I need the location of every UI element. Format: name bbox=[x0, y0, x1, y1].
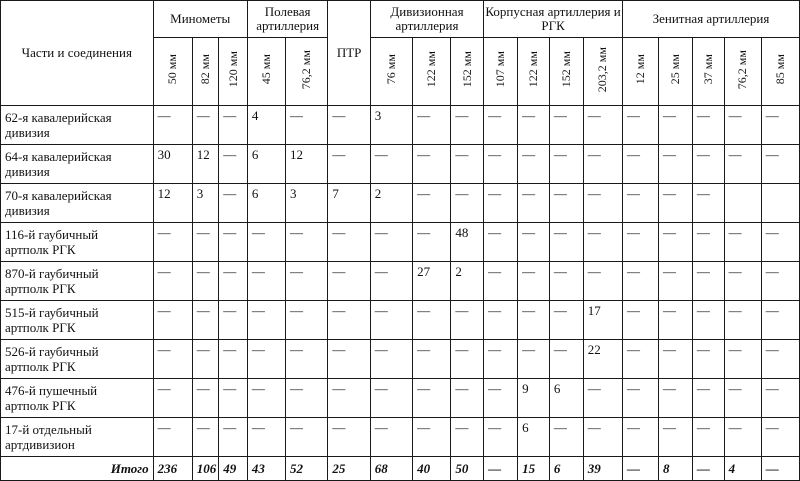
caliber-label: 76 мм bbox=[383, 54, 398, 85]
value-cell: — bbox=[328, 301, 370, 340]
value-cell: — bbox=[692, 379, 724, 418]
value-cell: — bbox=[153, 340, 192, 379]
group-header-divisional-artillery: Дивизионная артиллерия bbox=[370, 1, 483, 38]
value-cell: — bbox=[286, 223, 328, 262]
value-cell: — bbox=[328, 145, 370, 184]
unit-name-cell bbox=[1, 223, 154, 262]
value-cell: — bbox=[413, 379, 451, 418]
caliber-label: 25 мм bbox=[667, 54, 682, 85]
value-cell: — bbox=[219, 262, 248, 301]
value-cell: — bbox=[328, 106, 370, 145]
unit-name-line: артполк РГК bbox=[5, 281, 76, 296]
caliber-label: 85 мм bbox=[772, 54, 787, 85]
value-cell bbox=[724, 184, 761, 223]
value-cell: 4 bbox=[247, 106, 285, 145]
value-cell: — bbox=[219, 301, 248, 340]
value-cell: — bbox=[724, 262, 761, 301]
value-cell: — bbox=[658, 262, 692, 301]
caliber-header bbox=[724, 38, 761, 106]
total-value-cell: 6 bbox=[549, 457, 583, 481]
value-cell: — bbox=[247, 301, 285, 340]
value-cell: — bbox=[413, 418, 451, 457]
value-cell: — bbox=[192, 106, 218, 145]
total-value-cell: — bbox=[692, 457, 724, 481]
value-cell: — bbox=[219, 379, 248, 418]
value-cell: — bbox=[518, 340, 550, 379]
table-row bbox=[1, 301, 800, 340]
unit-name-line: 116-й гаубичный bbox=[5, 227, 99, 242]
value-cell: — bbox=[658, 106, 692, 145]
value-cell: — bbox=[518, 223, 550, 262]
value-cell: 30 bbox=[153, 145, 192, 184]
value-cell: — bbox=[247, 379, 285, 418]
unit-name-line: 64-я кавалерийская bbox=[5, 149, 112, 164]
value-cell: — bbox=[370, 418, 412, 457]
value-cell: — bbox=[247, 262, 285, 301]
table-row bbox=[1, 340, 800, 379]
value-cell: — bbox=[692, 340, 724, 379]
caliber-label: 37 мм bbox=[700, 54, 715, 85]
unit-name-cell bbox=[1, 340, 154, 379]
value-cell bbox=[761, 184, 799, 223]
value-cell: — bbox=[724, 301, 761, 340]
table-row bbox=[1, 262, 800, 301]
value-cell: — bbox=[583, 184, 622, 223]
value-cell: — bbox=[451, 106, 484, 145]
value-cell: 12 bbox=[192, 145, 218, 184]
value-cell: 7 bbox=[328, 184, 370, 223]
caliber-label: 12 мм bbox=[632, 54, 647, 85]
value-cell: — bbox=[484, 379, 518, 418]
value-cell: — bbox=[328, 340, 370, 379]
unit-name-line: 62-я кавалерийская bbox=[5, 110, 112, 125]
value-cell: — bbox=[761, 106, 799, 145]
value-cell: — bbox=[413, 184, 451, 223]
value-cell: — bbox=[247, 418, 285, 457]
value-cell: — bbox=[692, 262, 724, 301]
caliber-header bbox=[413, 38, 451, 106]
value-cell: — bbox=[247, 223, 285, 262]
value-cell: — bbox=[153, 301, 192, 340]
value-cell: — bbox=[761, 340, 799, 379]
unit-name-line: 526-й гаубичный bbox=[5, 344, 99, 359]
value-cell: — bbox=[286, 301, 328, 340]
value-cell: — bbox=[370, 262, 412, 301]
value-cell: 6 bbox=[518, 418, 550, 457]
value-cell: — bbox=[622, 106, 658, 145]
value-cell: — bbox=[692, 301, 724, 340]
value-cell: — bbox=[286, 418, 328, 457]
value-cell: — bbox=[153, 223, 192, 262]
value-cell: — bbox=[692, 106, 724, 145]
value-cell: — bbox=[622, 262, 658, 301]
value-cell: — bbox=[153, 262, 192, 301]
unit-name-line: дивизия bbox=[5, 164, 50, 179]
caliber-header bbox=[518, 38, 550, 106]
value-cell: 12 bbox=[286, 145, 328, 184]
total-value-cell: 49 bbox=[219, 457, 248, 481]
caliber-label: 203,2 мм bbox=[595, 46, 610, 93]
value-cell: — bbox=[692, 184, 724, 223]
caliber-header bbox=[370, 38, 412, 106]
caliber-header bbox=[286, 38, 328, 106]
total-value-cell: 43 bbox=[247, 457, 285, 481]
value-cell: — bbox=[583, 379, 622, 418]
total-value-cell: 50 bbox=[451, 457, 484, 481]
value-cell: — bbox=[658, 301, 692, 340]
value-cell: 6 bbox=[549, 379, 583, 418]
value-cell: — bbox=[370, 301, 412, 340]
value-cell: — bbox=[413, 145, 451, 184]
table-row bbox=[1, 184, 800, 223]
value-cell: — bbox=[413, 106, 451, 145]
caliber-header bbox=[484, 38, 518, 106]
total-value-cell: — bbox=[622, 457, 658, 481]
value-cell: — bbox=[549, 262, 583, 301]
group-header-row bbox=[1, 1, 800, 38]
value-cell: 17 bbox=[583, 301, 622, 340]
value-cell: — bbox=[549, 301, 583, 340]
unit-name-line: артдивизион bbox=[5, 437, 75, 452]
value-cell: — bbox=[622, 301, 658, 340]
value-cell: — bbox=[370, 145, 412, 184]
caliber-label: 152 мм bbox=[459, 51, 474, 88]
value-cell: — bbox=[518, 184, 550, 223]
value-cell: — bbox=[451, 145, 484, 184]
value-cell: 12 bbox=[153, 184, 192, 223]
value-cell: — bbox=[328, 262, 370, 301]
caliber-header bbox=[549, 38, 583, 106]
table-row bbox=[1, 145, 800, 184]
unit-name-line: 515-й гаубичный bbox=[5, 305, 99, 320]
value-cell: — bbox=[549, 340, 583, 379]
value-cell: — bbox=[247, 340, 285, 379]
unit-name-cell bbox=[1, 106, 154, 145]
value-cell: — bbox=[451, 301, 484, 340]
value-cell: — bbox=[583, 106, 622, 145]
total-value-cell: 15 bbox=[518, 457, 550, 481]
value-cell: — bbox=[286, 379, 328, 418]
value-cell: — bbox=[658, 145, 692, 184]
total-value-cell: 25 bbox=[328, 457, 370, 481]
unit-name-cell bbox=[1, 418, 154, 457]
value-cell: — bbox=[153, 379, 192, 418]
value-cell: — bbox=[761, 418, 799, 457]
value-cell: 2 bbox=[451, 262, 484, 301]
value-cell: — bbox=[192, 223, 218, 262]
group-header-ptr: ПТР bbox=[328, 1, 370, 106]
value-cell: — bbox=[761, 145, 799, 184]
value-cell: — bbox=[192, 301, 218, 340]
value-cell: — bbox=[219, 418, 248, 457]
value-cell: — bbox=[724, 418, 761, 457]
value-cell: — bbox=[549, 223, 583, 262]
value-cell: — bbox=[518, 145, 550, 184]
value-cell: — bbox=[658, 223, 692, 262]
value-cell: — bbox=[622, 379, 658, 418]
value-cell: — bbox=[724, 379, 761, 418]
table-row bbox=[1, 379, 800, 418]
value-cell: — bbox=[484, 301, 518, 340]
value-cell: — bbox=[219, 106, 248, 145]
value-cell: — bbox=[583, 418, 622, 457]
value-cell: — bbox=[286, 106, 328, 145]
value-cell: — bbox=[413, 340, 451, 379]
group-header-corps-artillery: Корпусная артиллерия и РГК bbox=[484, 1, 623, 38]
value-cell: — bbox=[192, 379, 218, 418]
value-cell: — bbox=[370, 223, 412, 262]
caliber-label: 107 мм bbox=[493, 51, 508, 88]
value-cell: — bbox=[724, 145, 761, 184]
value-cell: — bbox=[622, 418, 658, 457]
value-cell: — bbox=[153, 418, 192, 457]
value-cell: — bbox=[692, 418, 724, 457]
unit-name-cell bbox=[1, 379, 154, 418]
value-cell: — bbox=[192, 262, 218, 301]
value-cell: — bbox=[658, 418, 692, 457]
value-cell: — bbox=[484, 262, 518, 301]
value-cell: — bbox=[219, 184, 248, 223]
value-cell: — bbox=[370, 379, 412, 418]
unit-name-line: артполк РГК bbox=[5, 242, 76, 257]
value-cell: — bbox=[328, 379, 370, 418]
value-cell: 9 bbox=[518, 379, 550, 418]
value-cell: 48 bbox=[451, 223, 484, 262]
value-cell: — bbox=[583, 223, 622, 262]
value-cell: — bbox=[549, 184, 583, 223]
value-cell: — bbox=[219, 340, 248, 379]
total-value-cell: 106 bbox=[192, 457, 218, 481]
unit-name-cell bbox=[1, 262, 154, 301]
caliber-header bbox=[219, 38, 248, 106]
unit-name-line: дивизия bbox=[5, 125, 50, 140]
unit-name-line: артполк РГК bbox=[5, 320, 76, 335]
unit-name-line: 70-я кавалерийская bbox=[5, 188, 112, 203]
value-cell: — bbox=[658, 340, 692, 379]
value-cell: — bbox=[518, 301, 550, 340]
value-cell: — bbox=[192, 418, 218, 457]
value-cell: — bbox=[413, 301, 451, 340]
value-cell: — bbox=[761, 301, 799, 340]
unit-name-line: артполк РГК bbox=[5, 359, 76, 374]
value-cell: — bbox=[328, 418, 370, 457]
total-value-cell: 39 bbox=[583, 457, 622, 481]
value-cell: — bbox=[724, 340, 761, 379]
value-cell: — bbox=[484, 340, 518, 379]
group-header-aa-artillery: Зенитная артиллерия bbox=[622, 1, 799, 38]
caliber-header bbox=[153, 38, 192, 106]
table-row bbox=[1, 418, 800, 457]
value-cell: — bbox=[724, 106, 761, 145]
caliber-header bbox=[658, 38, 692, 106]
value-cell: — bbox=[761, 223, 799, 262]
value-cell: — bbox=[658, 184, 692, 223]
unit-name-cell bbox=[1, 145, 154, 184]
value-cell: — bbox=[549, 418, 583, 457]
caliber-header bbox=[247, 38, 285, 106]
value-cell: — bbox=[451, 340, 484, 379]
value-cell: — bbox=[518, 262, 550, 301]
value-cell: 6 bbox=[247, 145, 285, 184]
value-cell: 6 bbox=[247, 184, 285, 223]
value-cell: — bbox=[583, 145, 622, 184]
caliber-label: 45 мм bbox=[258, 54, 273, 85]
total-value-cell: — bbox=[761, 457, 799, 481]
value-cell: 3 bbox=[286, 184, 328, 223]
value-cell: — bbox=[370, 340, 412, 379]
value-cell: — bbox=[451, 184, 484, 223]
total-value-cell: 52 bbox=[286, 457, 328, 481]
value-cell: — bbox=[724, 223, 761, 262]
value-cell: 3 bbox=[370, 106, 412, 145]
value-cell: — bbox=[761, 379, 799, 418]
value-cell: — bbox=[286, 262, 328, 301]
value-cell: — bbox=[692, 223, 724, 262]
value-cell: — bbox=[484, 223, 518, 262]
caliber-header bbox=[451, 38, 484, 106]
value-cell: — bbox=[484, 106, 518, 145]
total-value-cell: 40 bbox=[413, 457, 451, 481]
value-cell: — bbox=[286, 340, 328, 379]
caliber-header bbox=[192, 38, 218, 106]
value-cell: — bbox=[484, 418, 518, 457]
caliber-label: 76,2 мм bbox=[735, 49, 750, 90]
caliber-header bbox=[761, 38, 799, 106]
total-value-cell: 4 bbox=[724, 457, 761, 481]
table-row bbox=[1, 106, 800, 145]
value-cell: — bbox=[484, 145, 518, 184]
value-cell: — bbox=[518, 106, 550, 145]
value-cell: 3 bbox=[192, 184, 218, 223]
value-cell: — bbox=[622, 223, 658, 262]
value-cell: — bbox=[622, 184, 658, 223]
value-cell: — bbox=[413, 223, 451, 262]
unit-name-line: 17-й отдельный bbox=[5, 422, 92, 437]
caliber-header bbox=[692, 38, 724, 106]
total-label: Итого bbox=[1, 457, 154, 481]
caliber-header bbox=[583, 38, 622, 106]
total-value-cell: 8 bbox=[658, 457, 692, 481]
caliber-label: 120 мм bbox=[225, 51, 240, 88]
table-row bbox=[1, 223, 800, 262]
caliber-label: 50 мм bbox=[165, 54, 180, 85]
value-cell: — bbox=[219, 145, 248, 184]
caliber-label: 122 мм bbox=[424, 51, 439, 88]
value-cell: — bbox=[192, 340, 218, 379]
value-cell: — bbox=[451, 418, 484, 457]
value-cell: 2 bbox=[370, 184, 412, 223]
value-cell: — bbox=[219, 223, 248, 262]
unit-name-cell bbox=[1, 301, 154, 340]
value-cell: — bbox=[549, 106, 583, 145]
unit-name-line: артполк РГК bbox=[5, 398, 76, 413]
caliber-label: 82 мм bbox=[198, 54, 213, 85]
value-cell: — bbox=[549, 145, 583, 184]
value-cell: — bbox=[583, 262, 622, 301]
value-cell: — bbox=[692, 145, 724, 184]
value-cell: — bbox=[761, 262, 799, 301]
value-cell: — bbox=[658, 379, 692, 418]
unit-name-line: 476-й пушечный bbox=[5, 383, 98, 398]
unit-name-cell bbox=[1, 184, 154, 223]
value-cell: — bbox=[153, 106, 192, 145]
caliber-label: 76,2 мм bbox=[299, 49, 314, 90]
value-cell: — bbox=[622, 340, 658, 379]
unit-name-line: 870-й гаубичный bbox=[5, 266, 99, 281]
value-cell: — bbox=[451, 379, 484, 418]
value-cell: — bbox=[328, 223, 370, 262]
parts-header: Части и соединения bbox=[1, 1, 154, 106]
value-cell: — bbox=[622, 145, 658, 184]
total-value-cell: — bbox=[484, 457, 518, 481]
caliber-label: 122 мм bbox=[525, 51, 540, 88]
group-header-mortars: Минометы bbox=[153, 1, 247, 38]
caliber-label: 152 мм bbox=[558, 51, 573, 88]
total-value-cell: 236 bbox=[153, 457, 192, 481]
total-value-cell: 68 bbox=[370, 457, 412, 481]
unit-name-line: дивизия bbox=[5, 203, 50, 218]
group-header-field-artillery: Полевая артиллерия bbox=[247, 1, 328, 38]
value-cell: 27 bbox=[413, 262, 451, 301]
table-body bbox=[1, 106, 800, 481]
value-cell: — bbox=[484, 184, 518, 223]
caliber-header bbox=[622, 38, 658, 106]
value-cell: 22 bbox=[583, 340, 622, 379]
